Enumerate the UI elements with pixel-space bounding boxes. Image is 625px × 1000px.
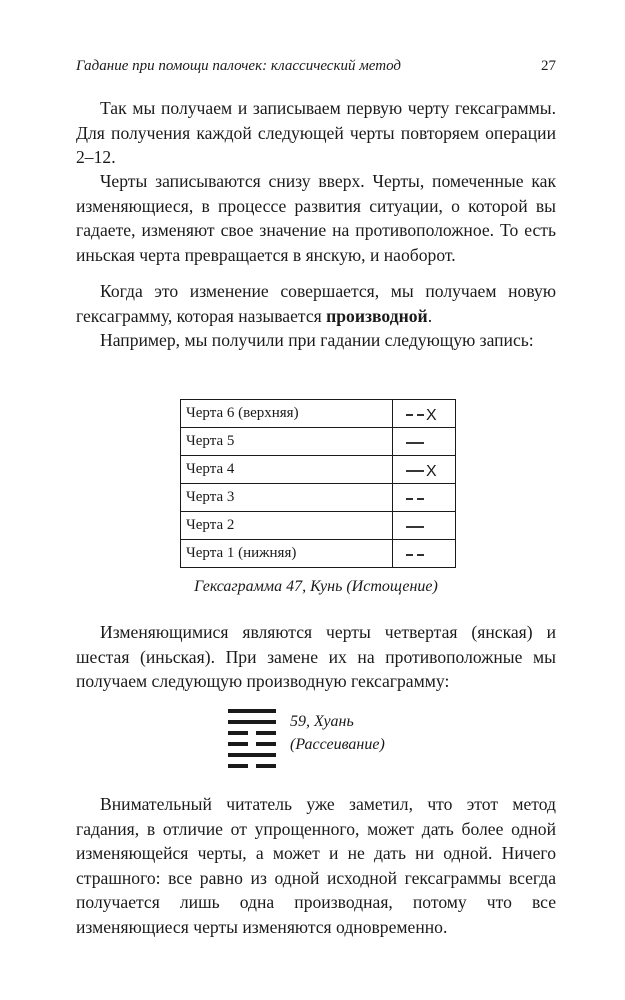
hexagram-row bbox=[181, 512, 456, 540]
derived-yin-line-right bbox=[256, 764, 276, 768]
line-label: Черта 1 (нижняя) bbox=[181, 540, 393, 568]
line-symbol-cell bbox=[393, 540, 456, 568]
line-symbol-cell bbox=[393, 456, 456, 484]
hexagram-caption: Гексаграмма 47, Кунь (Истощение) bbox=[194, 578, 438, 595]
derived-yin-line-left bbox=[228, 742, 248, 746]
changing-mark: X bbox=[426, 406, 437, 422]
line-symbol-cell bbox=[393, 484, 456, 512]
yang-line-icon bbox=[404, 462, 444, 478]
derived-yin-line-left bbox=[228, 731, 248, 735]
paragraph-derived-intro bbox=[76, 279, 556, 328]
line-label: Черта 3 bbox=[181, 484, 393, 512]
derived-hexagram-meaning: (Рассеивание) bbox=[290, 736, 385, 753]
paragraph-attentive-reader: Внимательный читатель уже заметил, что этот метод гадания, в отличие от упрощенного, может дать более одной изменяющейся черты, а может и не дать ни одной. Ничего страшного: все равно из одной исходной гексаграммы всегда получается лишь одна производная, потому что все изменяющиеся черты изменяются одновременно. bbox=[76, 794, 556, 937]
derived-yin-line-right bbox=[256, 742, 276, 746]
header-title: Гадание при помощи палочек: классический метод bbox=[76, 58, 401, 74]
line-symbol-cell bbox=[393, 428, 456, 456]
paragraph-changing-lines: Изменяющимися являются черты четвертая (янская) и шестая (иньская). При замене их на противоположные мы получаем следующую производную гексаграмму: bbox=[76, 622, 556, 691]
derived-yin-line-right bbox=[256, 731, 276, 735]
hexagram-row bbox=[181, 456, 456, 484]
hexagram-row bbox=[181, 428, 456, 456]
derived-hexagram-caption bbox=[290, 710, 385, 756]
derived-term: производной bbox=[326, 305, 428, 326]
changing-mark: X bbox=[426, 462, 437, 478]
line-label: Черта 4 bbox=[181, 456, 393, 484]
derived-intro-text: Когда это изменение совершается, мы получаем новую гексаграмму, которая называется bbox=[76, 281, 556, 326]
hexagram-row bbox=[181, 400, 456, 428]
hexagram-row bbox=[181, 540, 456, 568]
paragraph-writing-order: Черты записываются снизу вверх. Черты, помеченные как изменяющиеся, в процессе развития ситуации, о которой вы гадаете, изменяют свое значение на противоположное. То есть иньская черта превращается в янскую, и наоборот. bbox=[76, 171, 556, 265]
derived-yang-line bbox=[228, 753, 276, 757]
page-number: 27 bbox=[541, 58, 556, 74]
line-label: Черта 5 bbox=[181, 428, 393, 456]
running-header bbox=[76, 58, 556, 82]
derived-hexagram-glyph bbox=[228, 706, 276, 768]
derived-hexagram-name: 59, Хуань bbox=[290, 713, 354, 730]
paragraph-example-intro: Например, мы получили при гадании следующую запись: bbox=[100, 330, 534, 350]
paragraph-first-line: Так мы получаем и записываем первую черту гексаграммы. Для получения каждой следующей черты повторяем операции 2–12. bbox=[76, 98, 556, 167]
yang-line-icon bbox=[404, 518, 444, 534]
derived-hexagram-symbol bbox=[228, 706, 276, 768]
derived-yang-line bbox=[228, 709, 276, 713]
line-symbol-cell bbox=[393, 400, 456, 428]
derived-yang-line bbox=[228, 720, 276, 724]
hexagram-table bbox=[180, 399, 456, 568]
yin-line-icon bbox=[404, 546, 444, 562]
derived-intro-end: . bbox=[427, 305, 433, 326]
line-label: Черта 2 bbox=[181, 512, 393, 540]
line-symbol-cell bbox=[393, 512, 456, 540]
line-label: Черта 6 (верхняя) bbox=[181, 400, 393, 428]
yang-line-icon bbox=[404, 434, 444, 450]
derived-yin-line-left bbox=[228, 764, 248, 768]
yin-line-icon bbox=[404, 490, 444, 506]
hexagram-row bbox=[181, 484, 456, 512]
yin-line-icon bbox=[404, 406, 444, 422]
